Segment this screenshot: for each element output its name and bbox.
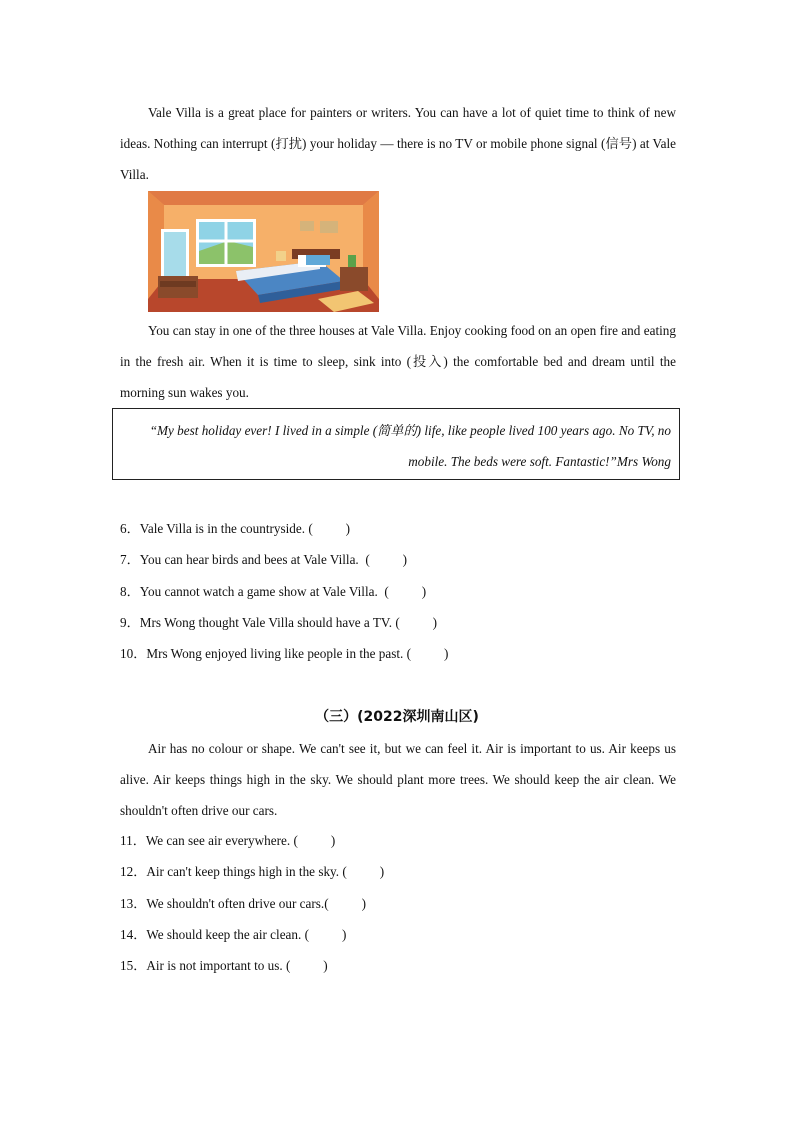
air-passage: Air has no colour or shape. We can't see it, but we can feel it. Air is important to us. Air keeps us alive. Air keeps things high in the sky. We should plant more trees. We should keep the air clean. We shouldn't often drive our cars. xyxy=(120,741,676,818)
question-14: 14．We should keep the air clean. ( ) xyxy=(120,927,347,942)
section-heading: （三）(2022深圳南山区) xyxy=(315,709,479,725)
testimonial-text: “My best holiday ever! I lived in a simple (简单的) life, like people lived 100 years ago. No TV, no mobile. The beds were soft. Fantastic!”Mrs Wong xyxy=(149,423,671,469)
question-9: 9．Mrs Wong thought Vale Villa should have a TV. ( ) xyxy=(120,615,438,630)
passage-paragraph-1: Vale Villa is a great place for painters or writers. You can have a lot of quiet time to think of new ideas. Nothing can interrupt (打扰) your holiday — there is no TV or mobile phone signal (信号) at Vale Villa. xyxy=(120,105,676,182)
question-13: 13．We shouldn't often drive our cars.( ) xyxy=(120,896,366,911)
question-10: 10．Mrs Wong enjoyed living like people in the past. ( ) xyxy=(120,646,449,661)
question-12: 12．Air can't keep things high in the sky. ( ) xyxy=(120,864,385,879)
testimonial-box xyxy=(112,408,680,480)
bedroom-illustration xyxy=(148,191,379,312)
question-11: 11．We can see air everywhere. ( ) xyxy=(120,833,336,848)
passage-paragraph-2: You can stay in one of the three houses at Vale Villa. Enjoy cooking food on an open fire and eating in the fresh air. When it is time to sleep, sink into (投入) the comfortable bed and dream until the morning sun wakes you. xyxy=(120,323,676,400)
question-8: 8．You cannot watch a game show at Vale Villa. ( ) xyxy=(120,584,427,599)
question-6: 6．Vale Villa is in the countryside. ( ) xyxy=(120,521,351,536)
question-7: 7．You can hear birds and bees at Vale Villa. ( ) xyxy=(120,552,408,567)
question-15: 15．Air is not important to us. ( ) xyxy=(120,958,328,973)
